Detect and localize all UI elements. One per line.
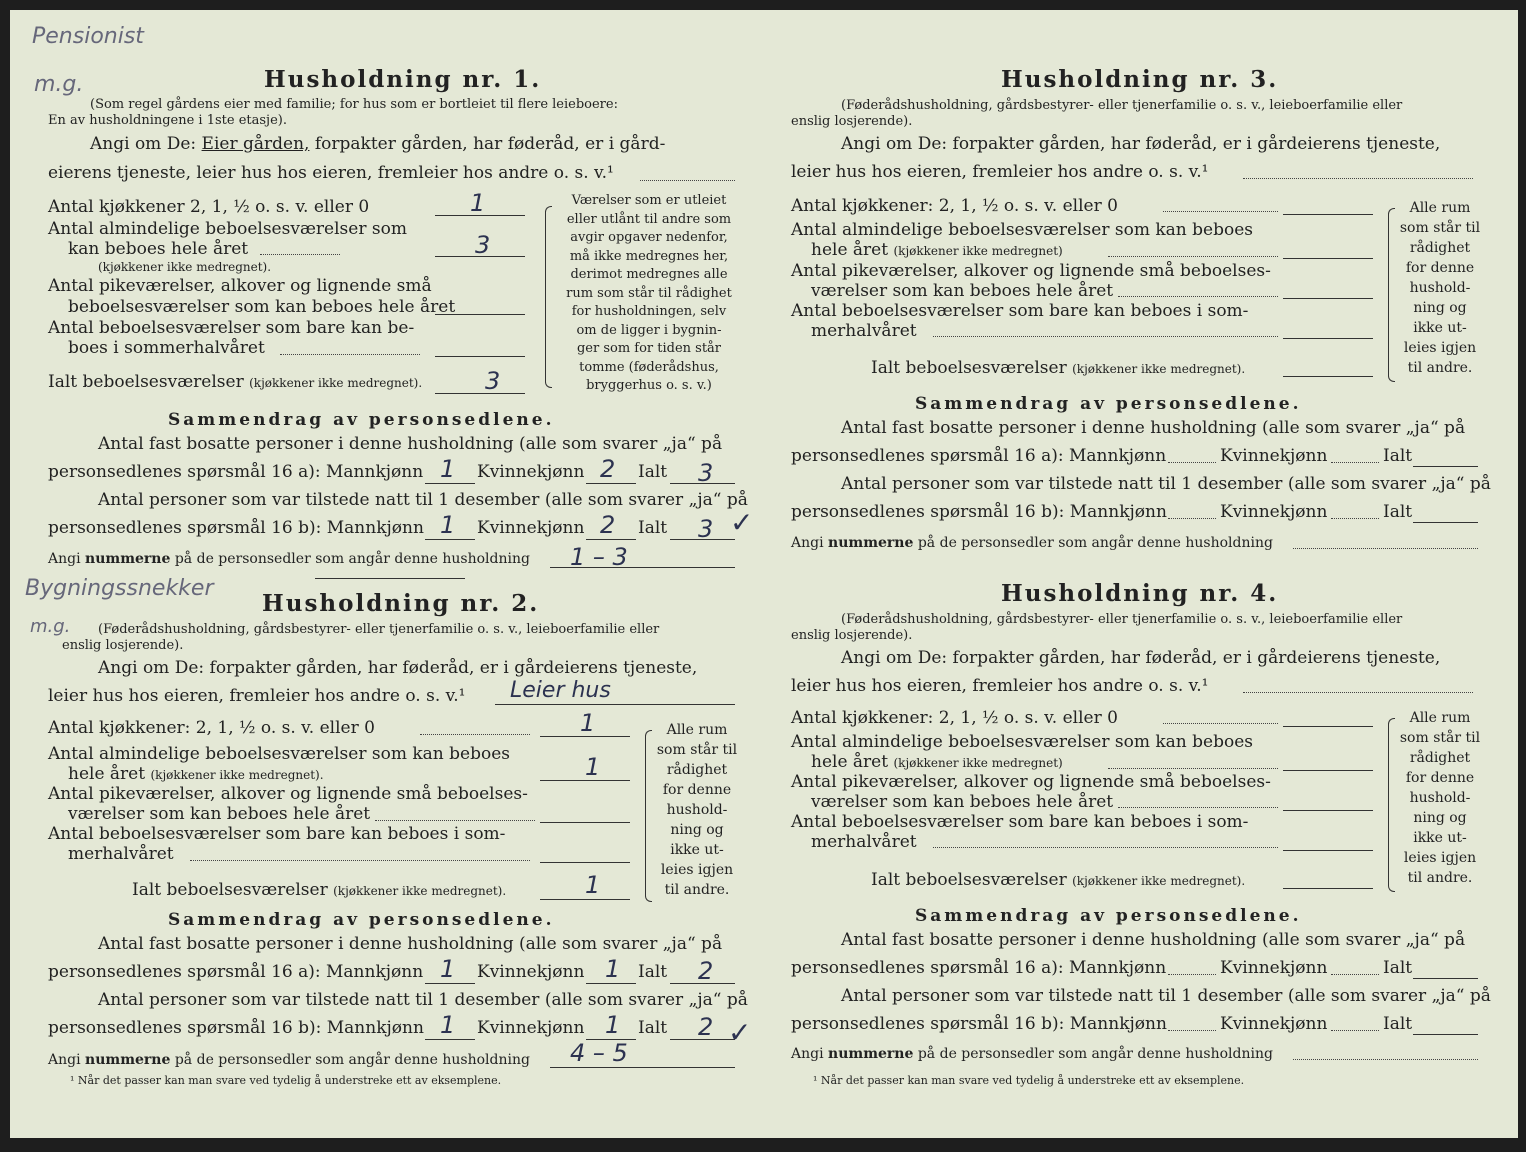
h2-side-brace: [645, 730, 652, 902]
household-3-note-line1: (Føderådshusholdning, gårdsbestyrer- eller tjenerfamilie o. s. v., leieboerfamilie eller: [841, 98, 1403, 113]
side-note-line: leies igjen: [1403, 340, 1477, 356]
h1-pike-label-1: Antal pikeværelser, alkover og lignende små: [48, 276, 432, 296]
h2-ialt-row: [132, 880, 506, 900]
left-footnote: ¹ Når det passer kan man svare ved tydelig å understreke ett av eksemplene.: [70, 1074, 502, 1087]
side-note-line: rådighet: [666, 762, 728, 778]
side-note-line: til andre.: [1407, 360, 1473, 376]
margin-note-marital-1: m.g.: [34, 72, 84, 97]
h4-ialt-label: Ialt beboelsesværelser: [871, 870, 1067, 890]
h1-summary-title: Sammendrag av personsedlene.: [168, 410, 555, 430]
h1-alm-label-3: (kjøkkener ikke medregnet).: [98, 260, 272, 274]
side-note-line: ikke ut-: [1413, 830, 1467, 846]
h1-kjokkener-value: 1: [470, 189, 486, 217]
side-note-line: hushold-: [666, 802, 728, 818]
alm-2: hele året: [811, 240, 889, 260]
h2-tilst-ialt-label: Ialt: [638, 1018, 668, 1038]
side-note-line: som står til: [1399, 730, 1481, 746]
h2-ialt-small: (kjøkkener ikke medregnet).: [333, 884, 507, 898]
side-note-line: Værelser som er utleiet: [571, 193, 727, 208]
h3-fast-kvinne-label: Kvinnekjønn: [1220, 446, 1328, 466]
h2-checkmark: ✓: [728, 1016, 752, 1049]
side-note-line: ning og: [1413, 810, 1467, 826]
alm-small: (kjøkkener ikke medregnet): [893, 244, 1063, 258]
h4-fast-line1: Antal fast bosatte personer i denne husholdning (alle som svarer „ja“ på: [841, 930, 1466, 950]
census-form-sheet: [10, 10, 1518, 1138]
h3-sommer-label-1: Antal beboelsesværelser som bare kan beboes i som-: [791, 301, 1249, 321]
h1-ialt-value: 3: [485, 367, 501, 395]
household-1-note-line2: En av husholdningene i 1ste etasje).: [48, 113, 287, 128]
h2-alm-value: 1: [585, 753, 601, 781]
h3-sommer-label-2: merhalvåret: [811, 321, 917, 341]
h3-fast-line2: personsedlenes spørsmål 16 a): Mannkjønn: [791, 446, 1167, 466]
side-note-line: ning og: [1413, 300, 1467, 316]
h3-summary-title: Sammendrag av personsedlene.: [915, 394, 1302, 414]
side-note-line: hushold-: [1409, 280, 1471, 296]
h4-sommer-label-2: merhalvåret: [811, 832, 917, 852]
h1-ialt-small: (kjøkkener ikke medregnet).: [249, 376, 423, 390]
h1-pike-label-2: beboelsesværelser som kan beboes hele året: [68, 297, 456, 317]
h4-kjokkener-line: [1283, 726, 1373, 727]
side-note-line: leies igjen: [660, 862, 734, 878]
h1-tilst-kvinnekjonn-value: 2: [600, 511, 616, 539]
h1-side-note: [554, 192, 744, 396]
section-divider: [315, 578, 465, 579]
h2-fast-line2: personsedlenes spørsmål 16 a): Mannkjønn: [48, 962, 424, 982]
h4-summary-title: Sammendrag av personsedlene.: [915, 906, 1302, 926]
h3-tilst-m-dots: [1168, 518, 1216, 519]
household-1-angi-line1: [90, 134, 665, 154]
side-note-line: til andre.: [664, 882, 730, 898]
nummer-pre: Angi: [791, 535, 824, 551]
h1-fast-ialt-label: Ialt: [638, 462, 668, 482]
h4-fast-i-line: [1413, 978, 1478, 979]
h4-ialt-row: [871, 870, 1245, 890]
h2-tilst-line2: personsedlenes spørsmål 16 b): Mannkjønn: [48, 1018, 424, 1038]
h3-fast-m-dots: [1168, 462, 1216, 463]
h2-alm-label-2: [68, 764, 324, 784]
side-note-line: om de ligger i bygnin-: [576, 322, 722, 338]
h1-sommer-label-1: Antal beboelsesværelser som bare kan be-: [48, 318, 415, 338]
h1-tilst-ialt-value: 3: [698, 515, 714, 543]
h3-ialt-row: [871, 358, 1245, 378]
h3-tilst-line2: personsedlenes spørsmål 16 b): Mannkjønn: [791, 502, 1167, 522]
h2-side-note: [652, 720, 742, 900]
h4-sommer-line: [1283, 850, 1373, 851]
h4-fast-k-dots: [1331, 974, 1379, 975]
h1-alm-value: 3: [475, 231, 491, 259]
h4-sommer-label-1: Antal beboelsesværelser som bare kan beboes i som-: [791, 812, 1249, 832]
h2-kjokkener-value: 1: [580, 709, 596, 737]
h4-kjokkener-dots: [1163, 723, 1278, 724]
side-note-line: derimot medregnes alle: [570, 267, 728, 282]
h2-pike-label-1: Antal pikeværelser, alkover og lignende små beboelses-: [48, 784, 528, 804]
h4-fast-line2: personsedlenes spørsmål 16 a): Mannkjønn: [791, 958, 1167, 978]
household-2-note-line2: enslig losjerende).: [62, 638, 184, 653]
h1-sommer-line: [435, 356, 525, 357]
h2-tilst-ialt-value: 2: [698, 1013, 714, 1041]
h4-tilst-line1: Antal personer som var tilstede natt til 1 desember (alle som svarer „ja“ på: [841, 986, 1491, 1006]
h1-side-brace: [545, 206, 552, 388]
h3-fast-i-line: [1413, 466, 1478, 467]
h3-alm-label-1: Antal almindelige beboelsesværelser som kan beboes: [791, 220, 1253, 240]
h3-side-brace: [1388, 208, 1395, 382]
h3-kjokkener-dots: [1163, 211, 1278, 212]
alm-2: hele året: [68, 764, 146, 784]
h2-nummer-value: 4 – 5: [570, 1039, 628, 1067]
side-note-line: for denne: [662, 782, 732, 798]
household-3-title: Husholdning nr. 3.: [1001, 66, 1279, 93]
h2-tilst-mannkjonn-value: 1: [440, 1011, 456, 1039]
h1-fast-kvinne-label: Kvinnekjønn: [477, 462, 585, 482]
h2-pike-line: [540, 822, 630, 823]
h4-nummer-row: [791, 1044, 1273, 1064]
side-note-line: til andre.: [1407, 870, 1473, 886]
h1-pike-line: [435, 314, 525, 315]
h3-alm-dots: [1108, 256, 1278, 257]
h1-fast-ialt-value: 3: [698, 459, 714, 487]
h1-fast-kvinnekjonn-value: 2: [600, 455, 616, 483]
h2-tilst-kvinne-label: Kvinnekjønn: [477, 1018, 585, 1038]
h2-summary-title: Sammendrag av personsedlene.: [168, 910, 555, 930]
h3-alm-label-2: [811, 240, 1063, 260]
side-note-line: Alle rum: [1409, 710, 1471, 726]
h3-pike-dots: [1118, 296, 1278, 297]
h3-ialt-line: [1283, 376, 1373, 377]
h3-ialt-small: (kjøkkener ikke medregnet).: [1072, 362, 1246, 376]
h4-tilst-k-dots: [1331, 1030, 1379, 1031]
left-page: [25, 10, 754, 1138]
h3-tilst-i-line: [1413, 522, 1478, 523]
h2-tilst-m-line: [425, 1039, 475, 1040]
nummer-post: på de personsedler som angår denne husholdning: [917, 1046, 1273, 1062]
h4-side-brace: [1388, 718, 1395, 892]
household-4-note-line1: (Føderådshusholdning, gårdsbestyrer- eller tjenerfamilie o. s. v., leieboerfamilie eller: [841, 612, 1403, 627]
margin-note-marital-2: m.g.: [30, 616, 71, 637]
h2-nummer-row: [48, 1050, 530, 1070]
household-3-angi-line1: Angi om De: forpakter gården, har føderåd, er i gårdeierens tjeneste,: [841, 134, 1441, 154]
nummer-pre: Angi: [48, 1052, 81, 1068]
h2-fast-kvinne-label: Kvinnekjønn: [477, 962, 585, 982]
alm-small: (kjøkkener ikke medregnet).: [150, 768, 324, 782]
household-2-angi-line2: leier hus hos eieren, fremleier hos andre o. s. v.¹: [48, 686, 466, 706]
h1-fast-line2: [48, 462, 423, 482]
household-2-angi-line1: Angi om De: forpakter gården, har føderåd, er i gårdeierens tjeneste,: [98, 658, 698, 678]
h2-kjokkener-label: Antal kjøkkener: 2, 1, ½ o. s. v. eller 0: [48, 718, 375, 738]
side-note-line: rum som står til rådighet: [566, 285, 732, 301]
h3-nummer-dots: [1293, 548, 1478, 549]
nummer-bold: nummerne: [85, 1052, 171, 1068]
h1-fast-k-line: [586, 483, 636, 484]
h3-pike-label-2: værelser som kan beboes hele året: [811, 281, 1114, 301]
h2-sommer-line: [540, 862, 630, 863]
angi-prefix: Angi om De:: [90, 134, 197, 154]
h3-tilst-k-dots: [1331, 518, 1379, 519]
h2-alm-label-1: Antal almindelige beboelsesværelser som kan beboes: [48, 744, 510, 764]
h4-ialt-small: (kjøkkener ikke medregnet).: [1072, 874, 1246, 888]
h3-alm-line: [1283, 258, 1373, 259]
household-2-note-line1: (Føderådshusholdning, gårdsbestyrer- eller tjenerfamilie o. s. v., leieboerfamilie eller: [98, 622, 660, 637]
h3-fast-k-dots: [1331, 462, 1379, 463]
h2-sommer-dots: [190, 860, 530, 861]
side-note-line: ikke ut-: [670, 842, 724, 858]
h2-fast-ialt-label: Ialt: [638, 962, 668, 982]
h2-pike-label-2: værelser som kan beboes hele året: [68, 804, 371, 824]
side-note-line: må ikke medregnes her,: [569, 248, 729, 264]
h3-kjokkener-label: Antal kjøkkener: 2, 1, ½ o. s. v. eller 0: [791, 196, 1118, 216]
nummer-bold: nummerne: [85, 551, 171, 567]
household-3-angi-line2: leier hus hos eieren, fremleier hos andre o. s. v.¹: [791, 162, 1209, 182]
h2-fast-m-line: [425, 983, 475, 984]
h1-sommer-label-2: boes i sommerhalvåret: [68, 338, 265, 358]
side-note-line: eller utlånt til andre som: [566, 211, 732, 227]
h1-fast-mannkjonn-value: 1: [440, 455, 456, 483]
h3-kjokkener-line: [1283, 214, 1373, 215]
h1-checkmark: ✓: [730, 506, 754, 539]
household-4-title: Husholdning nr. 4.: [1001, 580, 1279, 607]
household-4-angi-line2: leier hus hos eieren, fremleier hos andre o. s. v.¹: [791, 676, 1209, 696]
angi-rest: forpakter gården, har føderåd, er i gård-: [314, 134, 666, 154]
angi-underlined-choice: Eier gården,: [201, 134, 310, 154]
h3-pike-label-1: Antal pikeværelser, alkover og lignende små beboelses-: [791, 261, 1271, 281]
h2-angi-value: Leier hus: [510, 678, 611, 703]
side-note-line: som står til: [656, 742, 738, 758]
alm-2: hele året: [811, 752, 889, 772]
h3-tilst-kvinne-label: Kvinnekjønn: [1220, 502, 1328, 522]
h2-fast-kvinnekjonn-value: 1: [605, 955, 621, 983]
h4-tilst-m-dots: [1168, 1030, 1216, 1031]
h4-tilst-line2: personsedlenes spørsmål 16 b): Mannkjønn: [791, 1014, 1167, 1034]
h2-sommer-label-1: Antal beboelsesværelser som bare kan beboes i som-: [48, 824, 506, 844]
side-note-line: som står til: [1399, 220, 1481, 236]
h4-alm-label-2: [811, 752, 1063, 772]
h1-fast-line1: Antal fast bosatte personer i denne husholdning (alle som svarer „ja“ på: [98, 434, 723, 454]
household-1-title: Husholdning nr. 1.: [264, 66, 542, 93]
side-note-line: Alle rum: [1409, 200, 1471, 216]
nummer-bold: nummerne: [828, 535, 914, 551]
side-note-line: leies igjen: [1403, 850, 1477, 866]
h4-alm-line: [1283, 770, 1373, 771]
h2-sommer-label-2: merhalvåret: [68, 844, 174, 864]
side-note-line: for denne: [1405, 770, 1475, 786]
h4-pike-line: [1283, 810, 1373, 811]
household-4-note-line2: enslig losjerende).: [791, 628, 913, 643]
nummer-pre: Angi: [791, 1046, 824, 1062]
right-footnote: ¹ Når det passer kan man svare ved tydelig å understreke ett av eksemplene.: [813, 1074, 1245, 1087]
side-note-line: tomme (føderådshus,: [579, 359, 719, 375]
h3-sommer-dots: [933, 336, 1278, 337]
angi-answer-line: [640, 180, 735, 181]
fast-mannkjonn-label: personsedlenes spørsmål 16 a): Mannkjønn: [48, 462, 424, 482]
h4-pike-label-1: Antal pikeværelser, alkover og lignende små beboelses-: [791, 772, 1271, 792]
side-note-line: for husholdningen, selv: [571, 304, 727, 319]
h1-sommer-dots: [280, 354, 420, 355]
h2-ialt-value: 1: [585, 871, 601, 899]
h2-fast-line1: Antal fast bosatte personer i denne husholdning (alle som svarer „ja“ på: [98, 934, 723, 954]
h1-ialt-row: [48, 372, 422, 392]
household-1-angi-line2: eierens tjeneste, leier hus hos eieren, fremleier hos andre o. s. v.¹: [48, 163, 614, 183]
household-1-note-line1: (Som regel gårdens eier med familie; for hus som er bortleiet til flere leieboere:: [90, 97, 618, 112]
household-4-angi-line1: Angi om De: forpakter gården, har føderåd, er i gårdeierens tjeneste,: [841, 648, 1441, 668]
h1-alm-label-2: kan beboes hele året: [68, 239, 249, 259]
h3-sommer-line: [1283, 338, 1373, 339]
side-note-line: ger som for tiden står: [576, 341, 722, 356]
margin-note-occupation-1: Pensionist: [32, 24, 144, 49]
side-note-line: hushold-: [1409, 790, 1471, 806]
h2-ialt-label: Ialt beboelsesværelser: [132, 880, 328, 900]
h2-angi-line: [495, 704, 735, 705]
h2-ialt-line: [540, 899, 630, 900]
h1-ialt-line: [435, 393, 525, 394]
h4-angi-dots: [1243, 692, 1473, 693]
household-3-note-line2: enslig losjerende).: [791, 114, 913, 129]
side-note-line: bryggerhus o. s. v.): [586, 378, 712, 393]
h3-tilst-ialt-label: Ialt: [1383, 502, 1413, 522]
h4-fast-ialt-label: Ialt: [1383, 958, 1413, 978]
h4-tilst-kvinne-label: Kvinnekjønn: [1220, 1014, 1328, 1034]
h3-nummer-row: [791, 533, 1273, 553]
side-note-line: Alle rum: [666, 722, 728, 738]
h1-nummer-value: 1 – 3: [570, 543, 628, 571]
h4-pike-dots: [1118, 807, 1278, 808]
alm-small: (kjøkkener ikke medregnet): [893, 756, 1063, 770]
h1-tilst-line1: Antal personer som var tilstede natt til 1 desember (alle som svarer „ja“ på: [98, 490, 748, 510]
h2-kjokkener-dots: [420, 734, 530, 735]
h1-kjokkener-label: Antal kjøkkener 2, 1, ½ o. s. v. eller 0: [48, 197, 370, 217]
h1-nummer-row: [48, 549, 530, 569]
nummer-post: på de personsedler som angår denne husholdning: [917, 535, 1273, 551]
nummer-post: på de personsedler som angår denne husholdning: [174, 1052, 530, 1068]
side-note-line: ikke ut-: [1413, 320, 1467, 336]
h1-tilst-kvinne-label: Kvinnekjønn: [477, 518, 585, 538]
h1-tilst-mannkjonn-value: 1: [440, 511, 456, 539]
h1-tilst-m-line: [425, 539, 475, 540]
h1-tilst-line2: personsedlenes spørsmål 16 b): Mannkjønn: [48, 518, 424, 538]
side-note-line: rådighet: [1409, 750, 1471, 766]
h2-tilst-line1: Antal personer som var tilstede natt til 1 desember (alle som svarer „ja“ på: [98, 990, 748, 1010]
h1-ialt-label: Ialt beboelsesværelser: [48, 372, 244, 392]
h2-fast-mannkjonn-value: 1: [440, 955, 456, 983]
h2-nummer-line: [550, 1067, 735, 1068]
nummer-pre: Angi: [48, 551, 81, 567]
h4-ialt-line: [1283, 888, 1373, 889]
household-2-title: Husholdning nr. 2.: [262, 590, 540, 617]
h3-tilst-line1: Antal personer som var tilstede natt til 1 desember (alle som svarer „ja“ på: [841, 474, 1491, 494]
h4-tilst-ialt-label: Ialt: [1383, 1014, 1413, 1034]
side-note-line: for denne: [1405, 260, 1475, 276]
h3-side-note: [1395, 198, 1485, 378]
h1-alm-dots: [260, 254, 340, 255]
h1-tilst-ialt-label: Ialt: [638, 518, 668, 538]
h1-alm-label-1: Antal almindelige beboelsesværelser som: [48, 219, 407, 239]
nummer-bold: nummerne: [828, 1046, 914, 1062]
h4-sommer-dots: [933, 847, 1278, 848]
h3-pike-line: [1283, 298, 1373, 299]
side-note-line: ning og: [670, 822, 724, 838]
h3-angi-dots: [1243, 178, 1473, 179]
h4-nummer-dots: [1293, 1059, 1478, 1060]
side-note-line: rådighet: [1409, 240, 1471, 256]
right-page: [783, 10, 1491, 1138]
margin-note-occupation-2: Bygningssnekker: [25, 576, 214, 601]
h4-alm-label-1: Antal almindelige beboelsesværelser som kan beboes: [791, 732, 1253, 752]
h2-pike-dots: [375, 820, 535, 821]
h3-ialt-label: Ialt beboelsesværelser: [871, 358, 1067, 378]
h1-fast-m-line: [425, 483, 475, 484]
h4-kjokkener-label: Antal kjøkkener: 2, 1, ½ o. s. v. eller 0: [791, 708, 1118, 728]
h2-fast-k-line: [586, 983, 636, 984]
h2-tilst-kvinnekjonn-value: 1: [605, 1011, 621, 1039]
side-note-line: avgir opgaver nedenfor,: [570, 230, 728, 245]
h2-fast-ialt-value: 2: [698, 957, 714, 985]
h4-alm-dots: [1108, 768, 1278, 769]
nummer-post: på de personsedler som angår denne husholdning: [174, 551, 530, 567]
h4-fast-m-dots: [1168, 974, 1216, 975]
h3-fast-ialt-label: Ialt: [1383, 446, 1413, 466]
h4-tilst-i-line: [1413, 1034, 1478, 1035]
h3-fast-line1: Antal fast bosatte personer i denne husholdning (alle som svarer „ja“ på: [841, 418, 1466, 438]
h4-side-note: [1395, 708, 1485, 888]
h4-fast-kvinne-label: Kvinnekjønn: [1220, 958, 1328, 978]
h1-tilst-k-line: [586, 539, 636, 540]
h4-pike-label-2: værelser som kan beboes hele året: [811, 792, 1114, 812]
